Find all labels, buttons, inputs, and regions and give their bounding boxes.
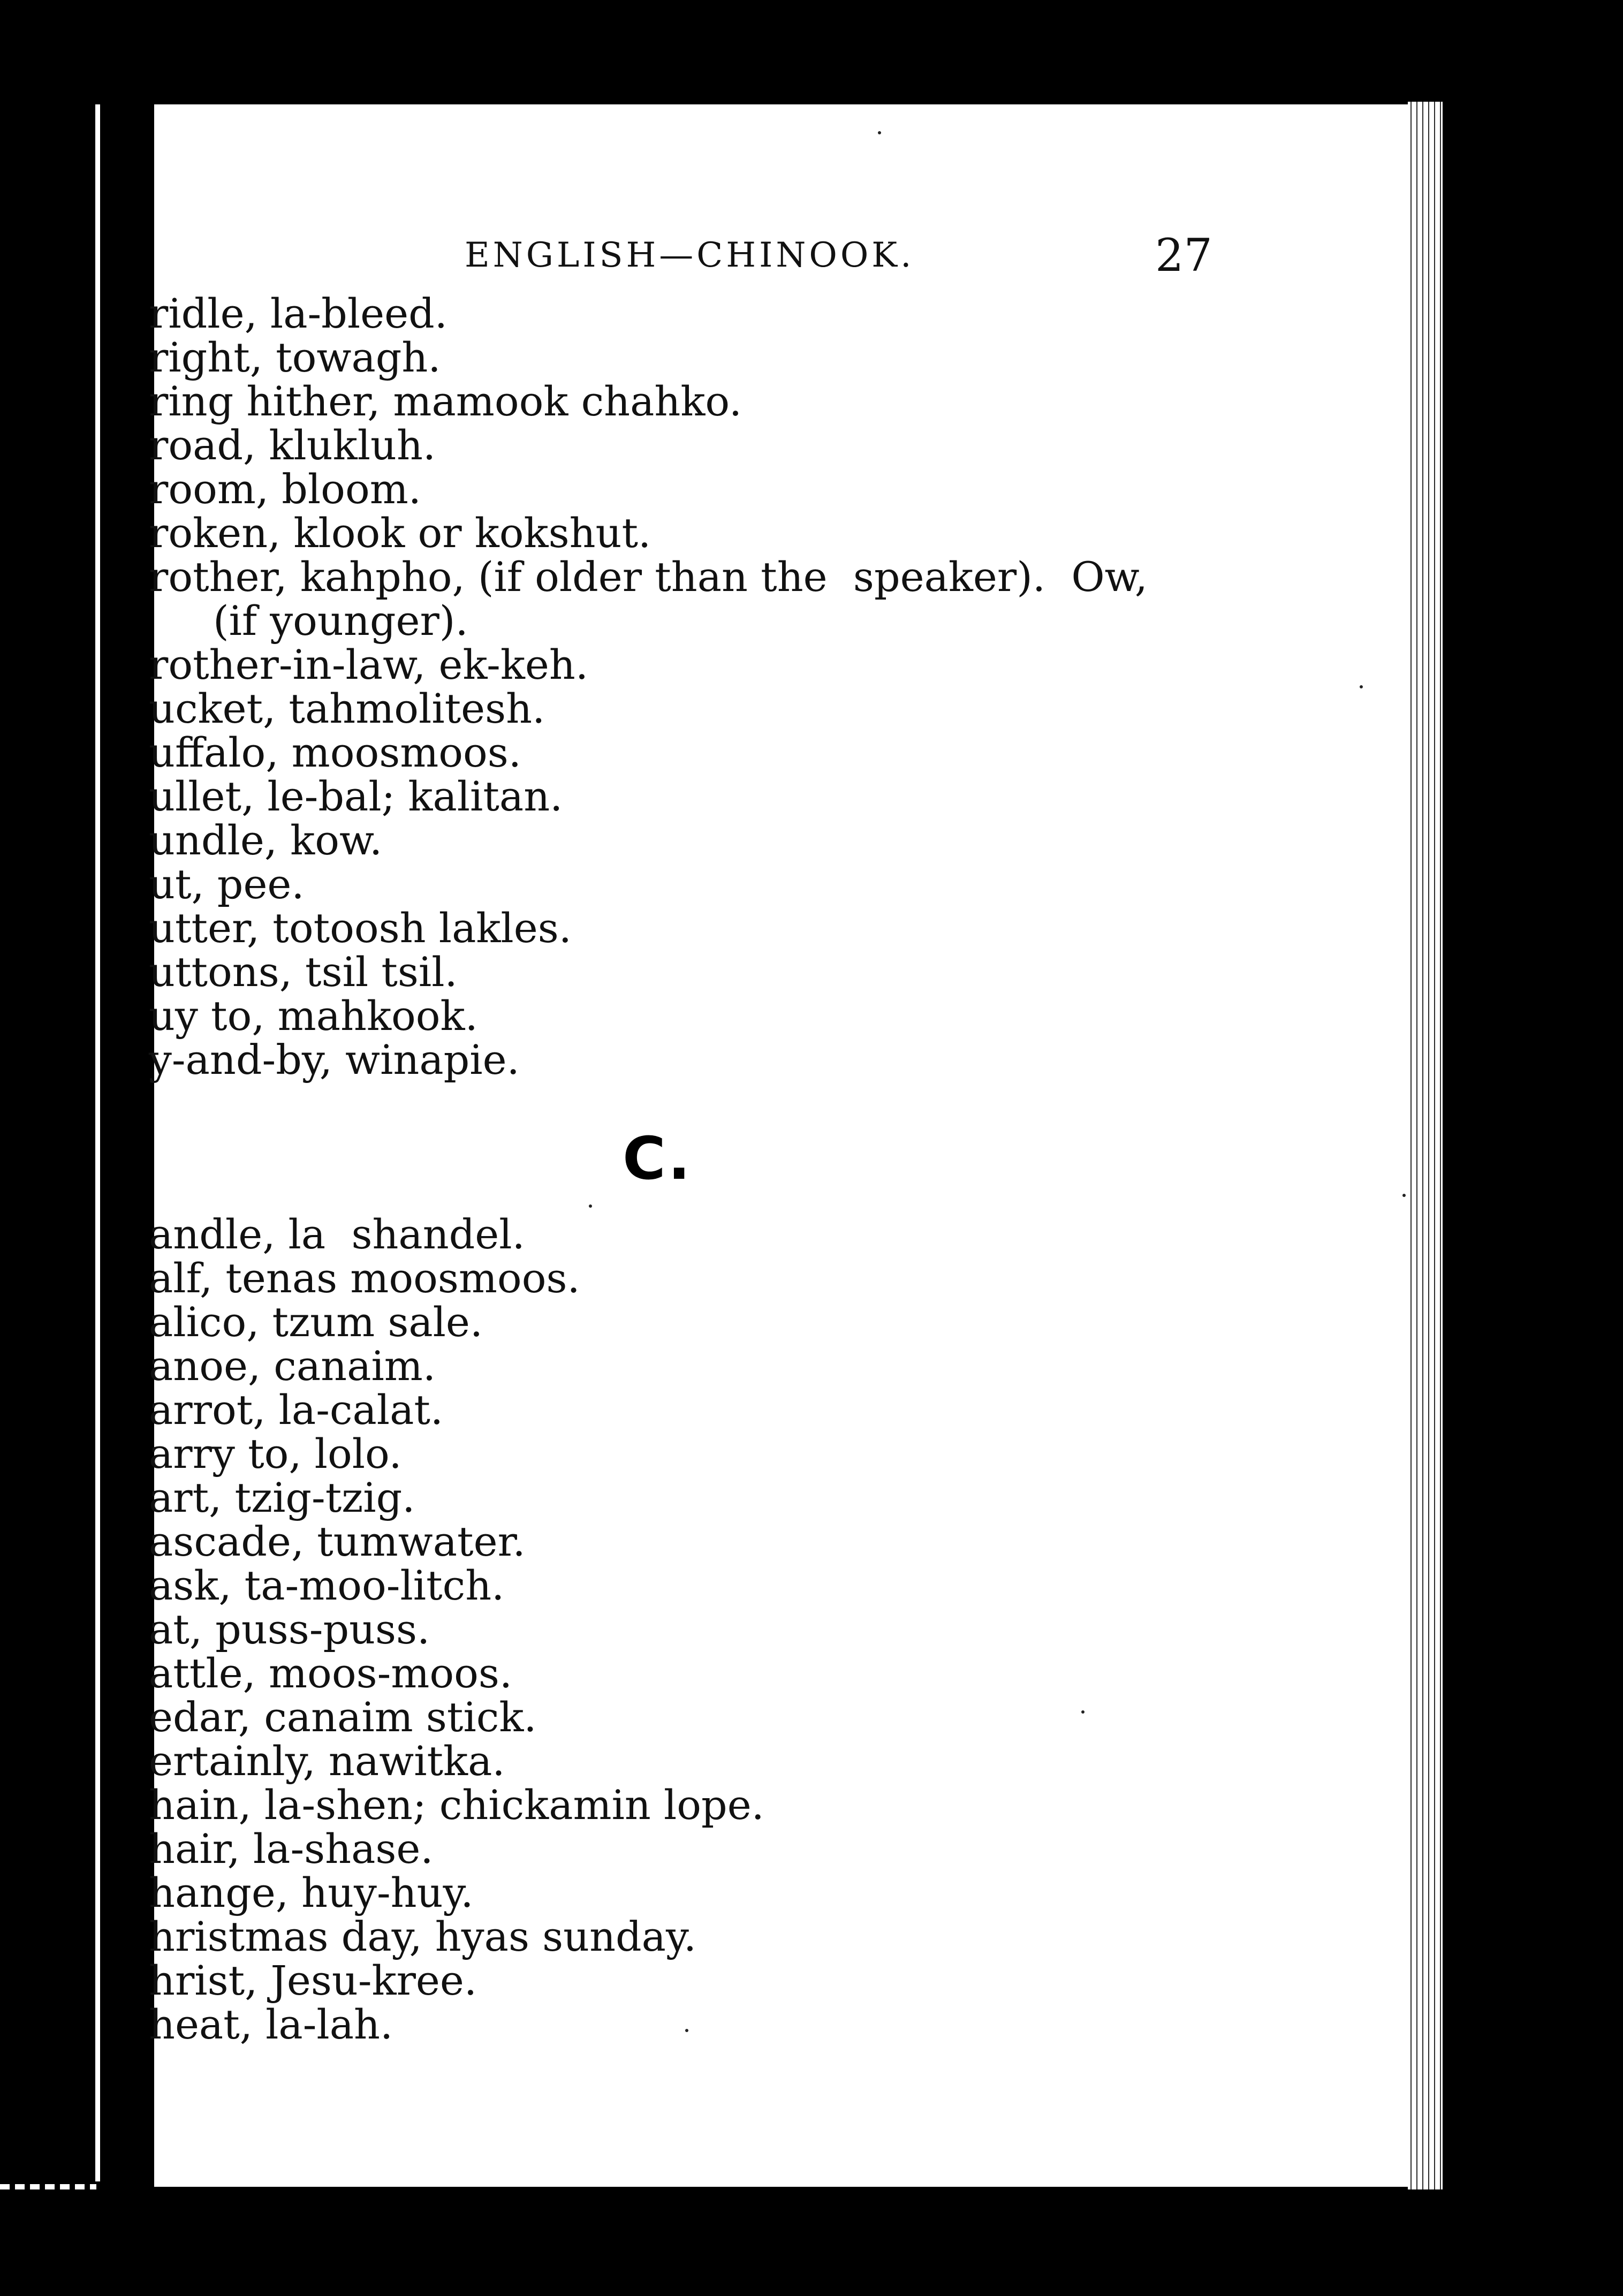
section-letter: C. — [623, 1124, 693, 1193]
list-item: rother, kahpho, (if older than the speaker). Ow, — [149, 553, 1148, 601]
list-item: edar, canaim stick. — [149, 1693, 537, 1741]
list-item: hair, la-shase. — [149, 1825, 434, 1873]
list-item: undle, kow. — [149, 816, 383, 864]
list-item: hange, huy-huy. — [149, 1869, 474, 1916]
list-item: art, tzig-tzig. — [149, 1474, 415, 1521]
list-item: rother-in-law, ek-keh. — [149, 641, 588, 688]
list-item: ucket, tahmolitesh. — [149, 685, 545, 732]
running-title: ENGLISH—CHINOOK. — [465, 236, 915, 275]
entries-b-section — [149, 290, 1434, 1083]
list-item-continuation: (if younger). — [213, 597, 468, 645]
page-header — [154, 229, 1434, 284]
list-item: anoe, canaim. — [149, 1342, 436, 1390]
list-item: ut, pee. — [149, 860, 305, 908]
list-item: utter, totoosh lakles. — [149, 904, 572, 952]
list-item: right, towagh. — [149, 334, 441, 381]
print-speck — [1360, 685, 1363, 688]
page-bottom-edge — [0, 2184, 96, 2189]
list-item: uy to, mahkook. — [149, 992, 478, 1040]
list-item: road, klukluh. — [149, 421, 436, 469]
list-item: ullet, le-bal; kalitan. — [149, 772, 563, 820]
list-item: uttons, tsil tsil. — [149, 948, 458, 996]
book-spine — [95, 104, 154, 2198]
print-speck — [1402, 1194, 1406, 1197]
list-item: attle, moos-moos. — [149, 1649, 512, 1697]
list-item: uffalo, moosmoos. — [149, 729, 521, 776]
list-item: hrist, Jesu-kree. — [149, 1957, 477, 2004]
list-item: ridle, la-bleed. — [149, 290, 448, 337]
list-item: alf, tenas moosmoos. — [149, 1254, 580, 1302]
list-item: arry to, lolo. — [149, 1430, 402, 1477]
list-item: at, puss-puss. — [149, 1605, 430, 1653]
print-speck — [589, 1204, 592, 1208]
list-item: andle, la shandel. — [149, 1210, 525, 1258]
print-speck — [1081, 1710, 1084, 1714]
list-item: hristmas day, hyas sunday. — [149, 1913, 696, 1960]
print-speck — [685, 2029, 688, 2032]
list-item: alico, tzum sale. — [149, 1298, 483, 1346]
list-item: arrot, la-calat. — [149, 1386, 444, 1434]
list-item: ask, ta-moo-litch. — [149, 1562, 505, 1609]
list-item: heat, la-lah. — [149, 2001, 393, 2048]
entries-c-section — [149, 1210, 1434, 2048]
print-speck — [878, 131, 881, 134]
page-number: 27 — [1155, 229, 1212, 282]
list-item: room, bloom. — [149, 465, 421, 513]
list-item: ring hither, mamook chahko. — [149, 377, 742, 425]
section-heading — [154, 1108, 1434, 1204]
page-left-edge — [95, 104, 100, 2181]
list-item: roken, klook or kokshut. — [149, 509, 651, 557]
list-item: ascade, tumwater. — [149, 1518, 526, 1565]
list-item: hain, la-shen; chickamin lope. — [149, 1781, 764, 1829]
list-item: y-and-by, winapie. — [149, 1036, 520, 1083]
list-item: ertainly, nawitka. — [149, 1737, 505, 1785]
